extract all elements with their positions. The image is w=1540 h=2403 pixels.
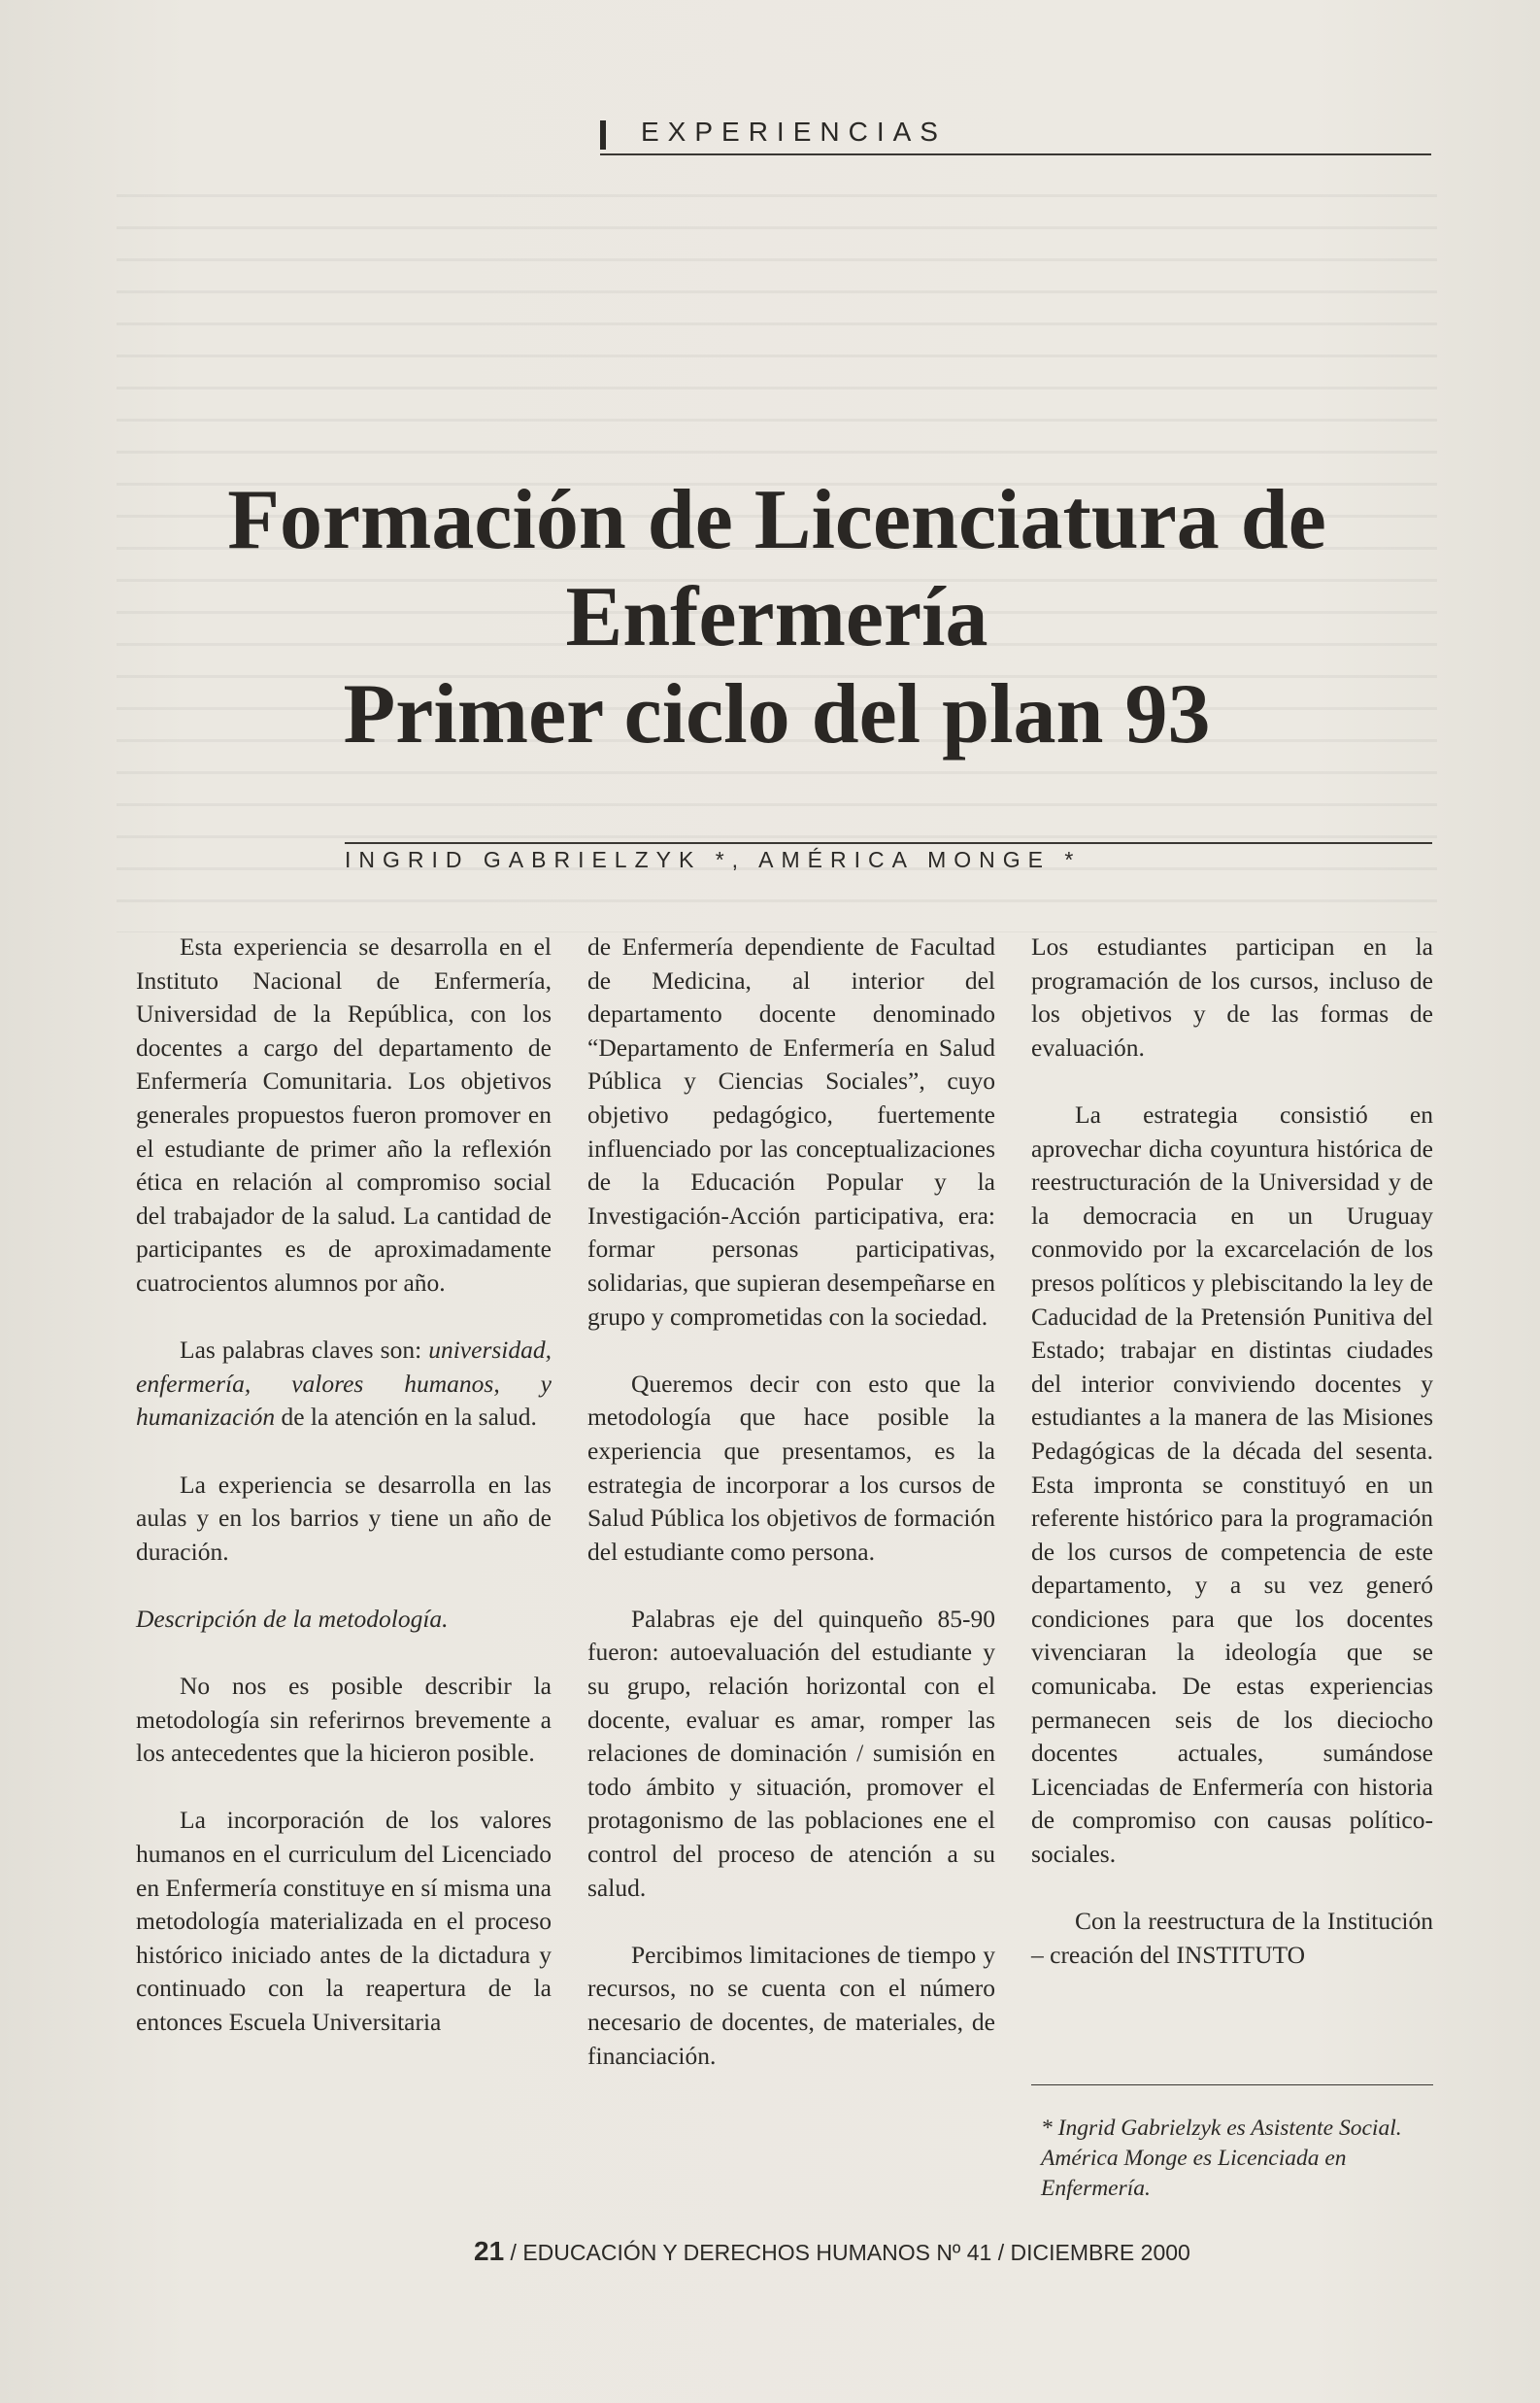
section-header	[600, 115, 1431, 155]
publication-info: / EDUCACIÓN Y DERECHOS HUMANOS Nº 41 / DICIEMBRE 2000	[504, 2240, 1190, 2265]
page-number: 21	[474, 2236, 505, 2266]
author-footnote: * Ingrid Gabrielzyk es Asistente Social. América Monge es Licenciada en Enfermería.	[1041, 2115, 1402, 2201]
section-label: EXPERIENCIAS	[641, 117, 947, 147]
keywords-tail: de la atención en la salud.	[275, 1403, 537, 1432]
title-line-1: Formación de Licenciatura de	[227, 473, 1326, 567]
keywords-list: universidad, enfermería, valores humanos, y humanización	[136, 1336, 552, 1432]
text-column-3	[1031, 931, 1433, 2006]
page-footer	[474, 2236, 1190, 2267]
paragraph: No nos es posible describir la metodología sin referirnos brevemente a los antecedentes que la hicieron posible.	[136, 1672, 552, 1768]
text-column-1	[136, 931, 552, 2073]
title-line-3: Primer ciclo del plan 93	[343, 667, 1211, 762]
section-marker-bar	[600, 120, 606, 150]
footnote-rule	[1031, 2084, 1433, 2085]
paragraph: Queremos decir con esto que la metodología que hace posible la experiencia que presentamos, es la estrategia de incorporar a los cursos de Salud Pública los objetivos de formación del estudiante como persona.	[587, 1369, 995, 1566]
section-heading: Descripción de la metodología.	[136, 1604, 449, 1633]
paragraph: Percibimos limitaciones de tiempo y recursos, no se cuenta con el número necesario de docentes, de materiales, de financiación.	[587, 1940, 995, 2070]
article-title	[97, 472, 1456, 763]
paragraph: Esta experiencia se desarrolla en el Instituto Nacional de Enfermería, Universidad de la República, con los docentes a cargo del departamento de Enfermería Comunitaria. Los objetivos generales propuestos fueron promover en el estudiante de primer año la reflexión ética en relación al compromiso social del trabajador de la salud. La cantidad de participantes es de aproximadamente cuatrocientos alumnos por año.	[136, 932, 552, 1297]
paragraph: La experiencia se desarrolla en las aulas y en los barrios y tiene un año de duración.	[136, 1470, 552, 1566]
text-column-2	[587, 931, 995, 2107]
paragraph: La estrategia consistió en aprovechar dicha coyuntura histórica de reestructuración de la Universidad y de la democracia en un Uruguay conmovido por la excarcelación de los presos políticos y plebiscitando la ley de Caducidad de la Pretensión Punitiva del Estado; trabajar en distintas ciudades del interior conviviendo docentes y estudiantes a la manera de las Misiones Pedagógicas de la década del sesenta. Esta impronta se constituyó en un referente histórico para la programación de los cursos de competencia de este departamento, y a su vez generó condiciones para que los docentes vivenciaran la ideología que se comunicaba. De estas experiencias permanecen seis de los dieciocho docentes actuales, sumándose Licenciadas de Enfermería con historia de compromiso con causas político- sociales.	[1031, 1100, 1433, 1869]
paragraph-keywords	[136, 1334, 552, 1435]
title-line-2: Enfermería	[565, 570, 988, 664]
paragraph: Con la reestructura de la Institución – creación del INSTITUTO	[1031, 1907, 1433, 1969]
paragraph: La incorporación de los valores humanos en el curriculum del Licenciado en Enfermería constituye en sí misma una metodología materializada en el proceso histórico iniciado antes de la dictadura y continuado con la reapertura de la entonces Escuela Universitaria	[136, 1806, 552, 2036]
paragraph: Los estudiantes participan en la programación de los cursos, incluso de los objetivos y de las formas de evaluación.	[1031, 932, 1433, 1062]
article-authors: INGRID GABRIELZYK *, AMÉRICA MONGE *	[345, 847, 1082, 872]
paragraph: de Enfermería dependiente de Facultad de Medicina, al interior del departamento docente denominado “Departamento de Enfermería en Salud Pública y Ciencias Sociales”, cuyo objetivo pedagógico, fuertemente influenciado por las conceptualizaciones de la Educación Popular y la Investigación-Acción participativa, era: formar personas participativas, solidarias, que supieran desempeñarse en grupo y comprometidas con la sociedad.	[587, 932, 995, 1331]
paragraph: Palabras eje del quinqueño 85-90 fueron: autoevaluación del estudiante y su grupo, relación horizontal con el docente, evaluar es amar, romper las relaciones de dominación / sumisión en todo ámbito y situación, promover el protagonismo de las poblaciones ene el control del proceso de atención a su salud.	[587, 1604, 995, 1902]
authors-rule	[345, 842, 1432, 844]
keywords-lead: Las palabras claves son:	[180, 1336, 429, 1365]
